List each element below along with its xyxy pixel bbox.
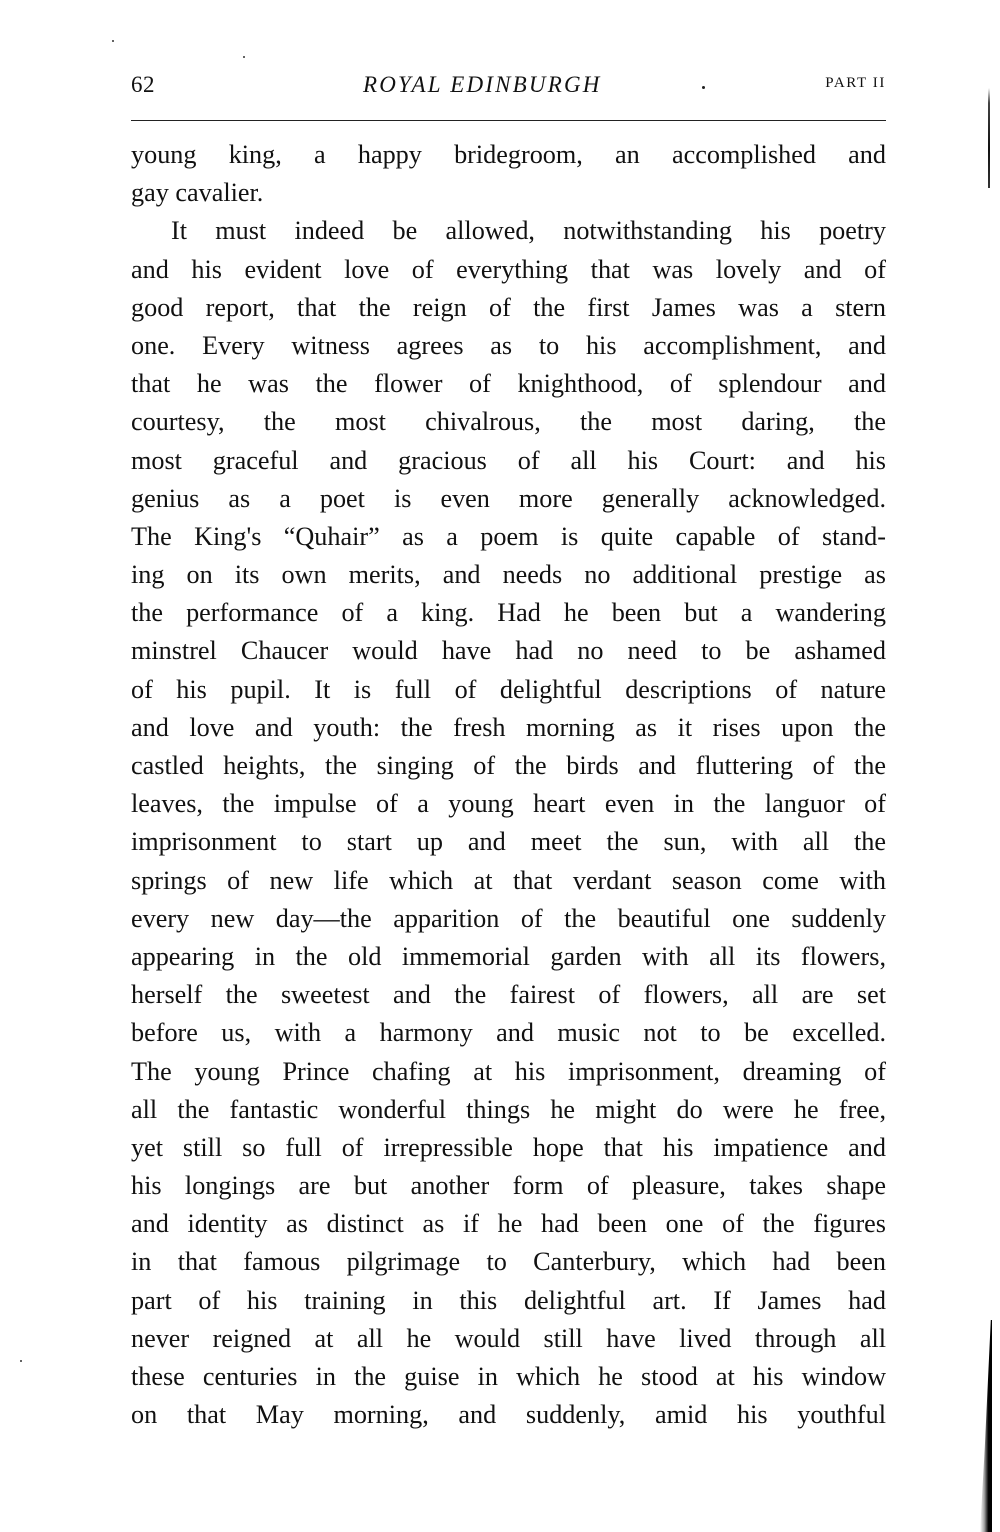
text-line: springs of new life which at that verdant season come with [131, 865, 886, 895]
paragraph-start-line: It must indeed be allowed, notwithstanding his poetry [171, 216, 886, 246]
page-edge-shadow-top [988, 88, 990, 188]
text-line: The King's “Quhair” as a poem is quite capable of stand- [131, 521, 886, 551]
header-rule [131, 120, 886, 121]
scan-speck [112, 40, 114, 42]
text-line: castled heights, the singing of the birds and fluttering of the [131, 751, 886, 780]
text-line: in that famous pilgrimage to Canterbury, which had been [131, 1247, 886, 1277]
text-line: courtesy, the most chivalrous, the most daring, the [131, 407, 886, 437]
text-line: his longings are but another form of pleasure, takes shape [131, 1171, 886, 1201]
text-line: minstrel Chaucer would have had no need to be ashamed [131, 636, 886, 666]
stray-mark [702, 86, 705, 89]
text-line: genius as a poet is even more generally acknowledged. [131, 483, 886, 513]
running-head [131, 72, 886, 108]
running-title: ROYAL EDINBURGH [363, 72, 602, 97]
text-line: the performance of a king. Had he been but a wandering [131, 598, 886, 628]
text-line: The young Prince chafing at his imprisonment, dreaming of [131, 1056, 886, 1086]
text-line: herself the sweetest and the fairest of flowers, all are set [131, 980, 886, 1010]
text-line: never reigned at all he would still have lived through all [131, 1323, 886, 1353]
text-line: that he was the flower of knighthood, of splendour and [131, 369, 886, 399]
scan-speck [243, 56, 245, 58]
text-line: most graceful and gracious of all his Court: and his [131, 445, 886, 475]
text-line: part of his training in this delightful art. If James had [131, 1285, 886, 1315]
text-line: and identity as distinct as if he had been one of the figures [131, 1209, 886, 1239]
page-edge-shadow-bottom [980, 1320, 992, 1532]
text-line: ing on its own merits, and needs no additional prestige as [131, 560, 886, 590]
text-line: all the fantastic wonderful things he might do were he free, [131, 1094, 886, 1124]
text-line: gay cavalier. [131, 178, 264, 208]
body-text [131, 136, 886, 1434]
text-line: of his pupil. It is full of delightful descriptions of nature [131, 674, 886, 704]
part-label: PART II [825, 75, 886, 91]
text-line: and love and youth: the fresh morning as it rises upon the [131, 712, 886, 742]
text-line: one. Every witness agrees as to his accomplishment, and [131, 330, 886, 360]
text-line: every new day—the apparition of the beautiful one suddenly [131, 903, 886, 933]
text-line: and his evident love of everything that was lovely and of [131, 254, 886, 284]
text-line: appearing in the old immemorial garden with all its flowers, [131, 941, 886, 971]
text-line: before us, with a harmony and music not to be excelled. [131, 1018, 886, 1048]
text-line: leaves, the impulse of a young heart even in the languor of [131, 789, 886, 819]
text-line: imprisonment to start up and meet the sun, with all the [131, 827, 886, 857]
page-number: 62 [131, 72, 155, 97]
text-line: these centuries in the guise in which he stood at his window [131, 1362, 886, 1391]
text-line: good report, that the reign of the first James was a stern [131, 292, 886, 322]
scan-speck [20, 1360, 22, 1362]
text-line: on that May morning, and suddenly, amid his youthful [131, 1400, 886, 1430]
text-line: yet still so full of irrepressible hope that his impatience and [131, 1132, 886, 1162]
text-line: young king, a happy bridegroom, an accomplished and [131, 140, 886, 169]
